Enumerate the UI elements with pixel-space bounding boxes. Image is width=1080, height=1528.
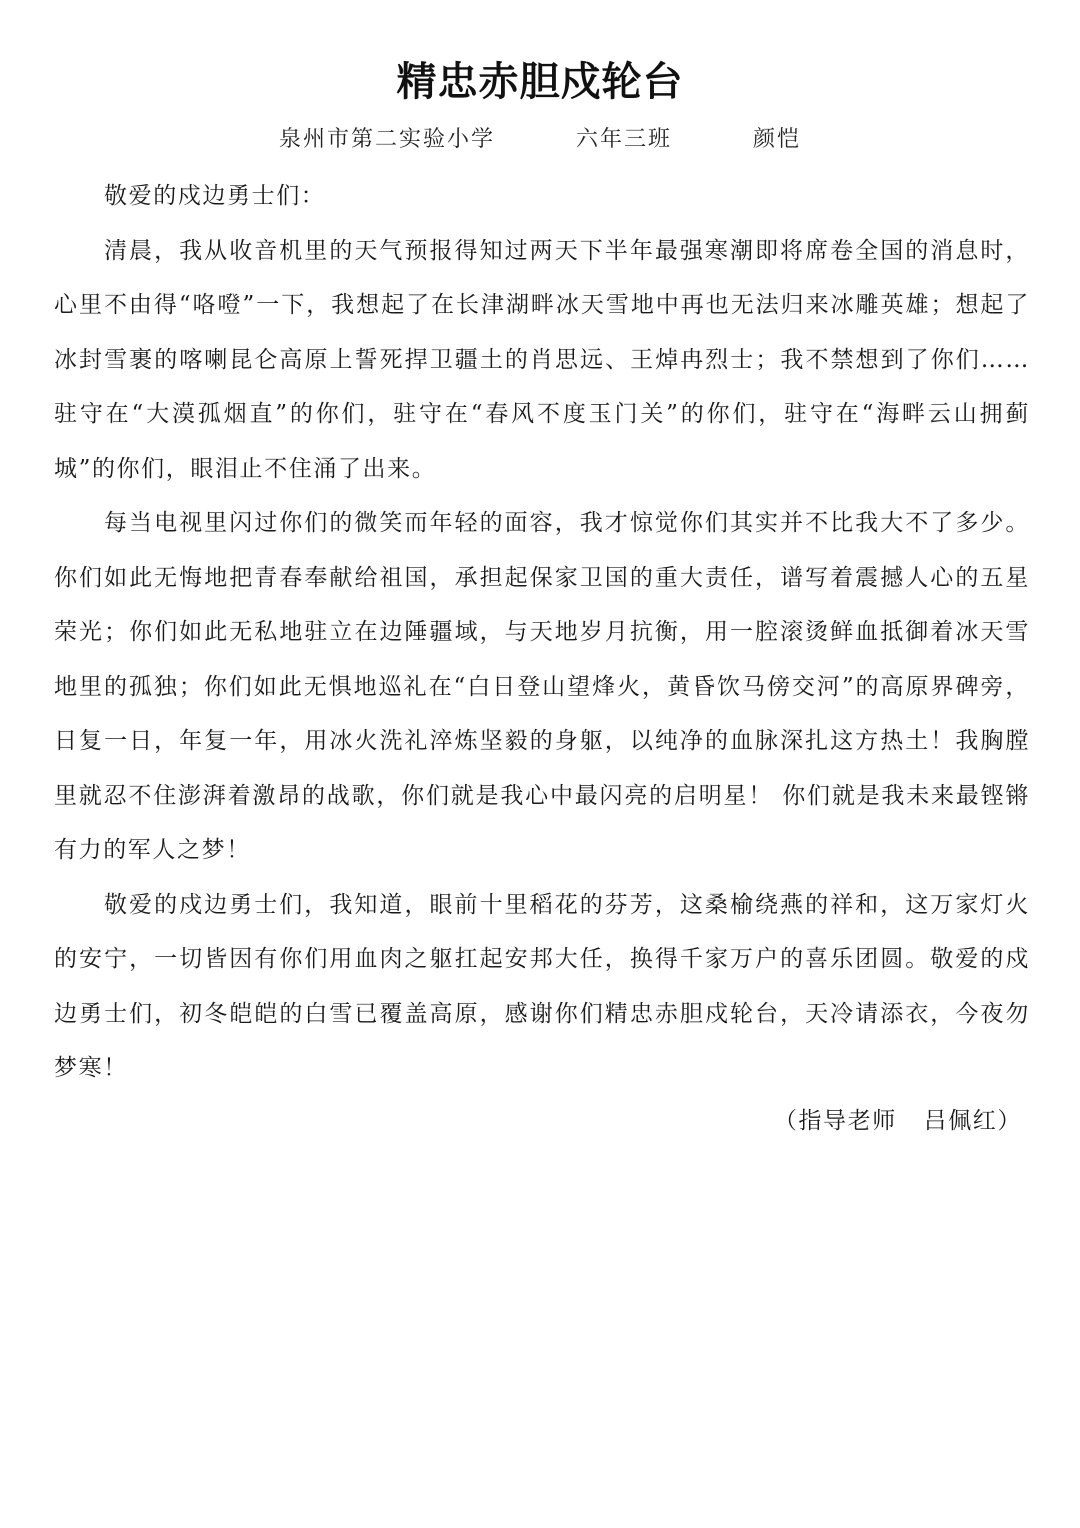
letter-body [54,169,1030,1096]
paragraph-1: 清晨，我从收音机里的天气预报得知过两天下半年最强寒潮即将席卷全国的消息时，心里不由得“咯噔”一下，我想起了在长津湖畔冰天雪地中再也无法归来冰雕英雄；想起了冰封雪裹的喀喇昆仑高原上誓死捍卫疆土的肖思远、王焯冉烈士；我不禁想到了你们……驻守在“大漠孤烟直”的你们，驻守在“春风不度玉门关”的你们，驻守在“海畔云山拥蓟城”的你们，眼泪止不住涌了出来。 [54,237,1030,482]
paragraph-3: 敬爱的戍边勇士们，我知道，眼前十里稻花的芬芳，这桑榆绕燕的祥和，这万家灯火的安宁，一切皆因有你们用血肉之躯扛起安邦大任，换得千家万户的喜乐团圆。敬爱的戍边勇士们，初冬皑皑的白雪已覆盖高原，感谢你们精忠赤胆戍轮台，天冷请添衣，今夜勿梦寒！ [54,891,1030,1081]
paragraph-2: 每当电视里闪过你们的微笑而年轻的面容，我才惊觉你们其实并不比我大不了多少。你们如此无悔地把青春奉献给祖国，承担起保家卫国的重大责任，谱写着震撼人心的五星荣光；你们如此无私地驻立在边陲疆域，与天地岁月抗衡，用一腔滚烫鲜血抵御着冰天雪地里的孤独；你们如此无惧地巡礼在“白日登山望烽火，黄昏饮马傍交河”的高原界碑旁，日复一日，年复一年，用冰火洗礼淬炼坚毅的身躯，以纯净的血脉深扎这方热土！我胸膛里就忍不住澎湃着激昂的战歌，你们就是我心中最闪亮的启明星！ 你们就是我未来最铿锵有力的军人之梦！ [54,510,1030,863]
author-byline: 泉州市第二实验小学 六年三班 颜恺 [279,127,801,152]
document-title: 精忠赤胆戍轮台 [396,59,684,105]
teacher-signature: （指导老师 吕佩红） [773,1108,1022,1134]
salutation: 敬爱的戍边勇士们： [104,183,326,209]
